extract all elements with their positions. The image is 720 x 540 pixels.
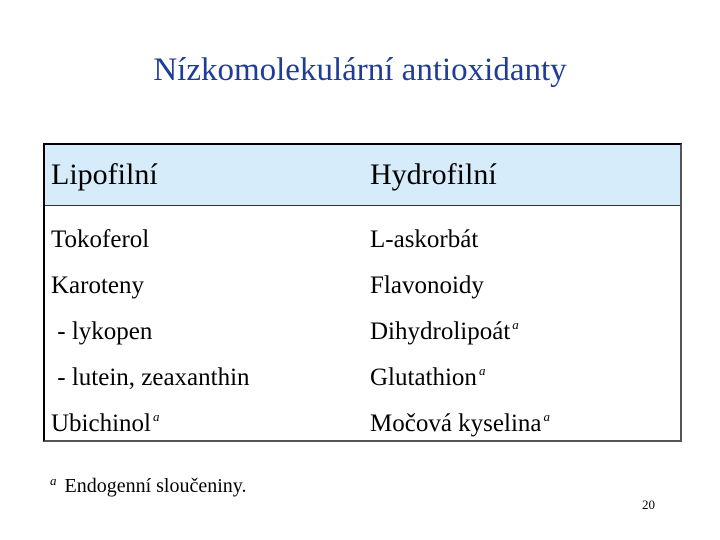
cell-text: Flavonoidy xyxy=(370,272,484,299)
page-number: 20 xyxy=(642,497,655,512)
table-row xyxy=(45,256,680,302)
header-lipophilic: Lipofilní xyxy=(51,158,158,191)
cell-text: - lutein, zeaxanthin xyxy=(51,364,250,391)
footnote-marker: a xyxy=(153,409,160,424)
cell-text: Ubichinol xyxy=(51,410,151,437)
footnote xyxy=(50,466,247,501)
table-header-row xyxy=(45,145,680,206)
cell-text: Glutathion xyxy=(370,364,477,391)
cell-text: - lykopen xyxy=(51,318,153,345)
footnote-marker: a xyxy=(478,363,486,378)
cell-text: Močová kyselina xyxy=(370,410,542,437)
slide-title: Nízkomolekulární antioxidanty xyxy=(153,52,567,88)
table-row xyxy=(45,348,680,394)
cell-text: Tokoferol xyxy=(51,226,150,253)
footnote-marker: a xyxy=(512,317,519,332)
table-row xyxy=(45,394,680,440)
cell-text: Karoteny xyxy=(51,272,145,299)
table-row xyxy=(45,210,680,256)
footnote-text: Endogenní sloučeniny. xyxy=(64,475,247,497)
antioxidant-table xyxy=(43,143,682,442)
cell-text: L-askorbát xyxy=(370,226,479,253)
hydrophilic-cell xyxy=(370,394,550,447)
header-hydrophilic: Hydrofilní xyxy=(370,158,497,191)
table-row xyxy=(45,302,680,348)
footnote-marker: a xyxy=(50,473,57,488)
footnote-marker: a xyxy=(543,409,550,424)
lipophilic-cell xyxy=(51,394,160,447)
cell-text: Dihydrolipoát xyxy=(370,318,511,345)
